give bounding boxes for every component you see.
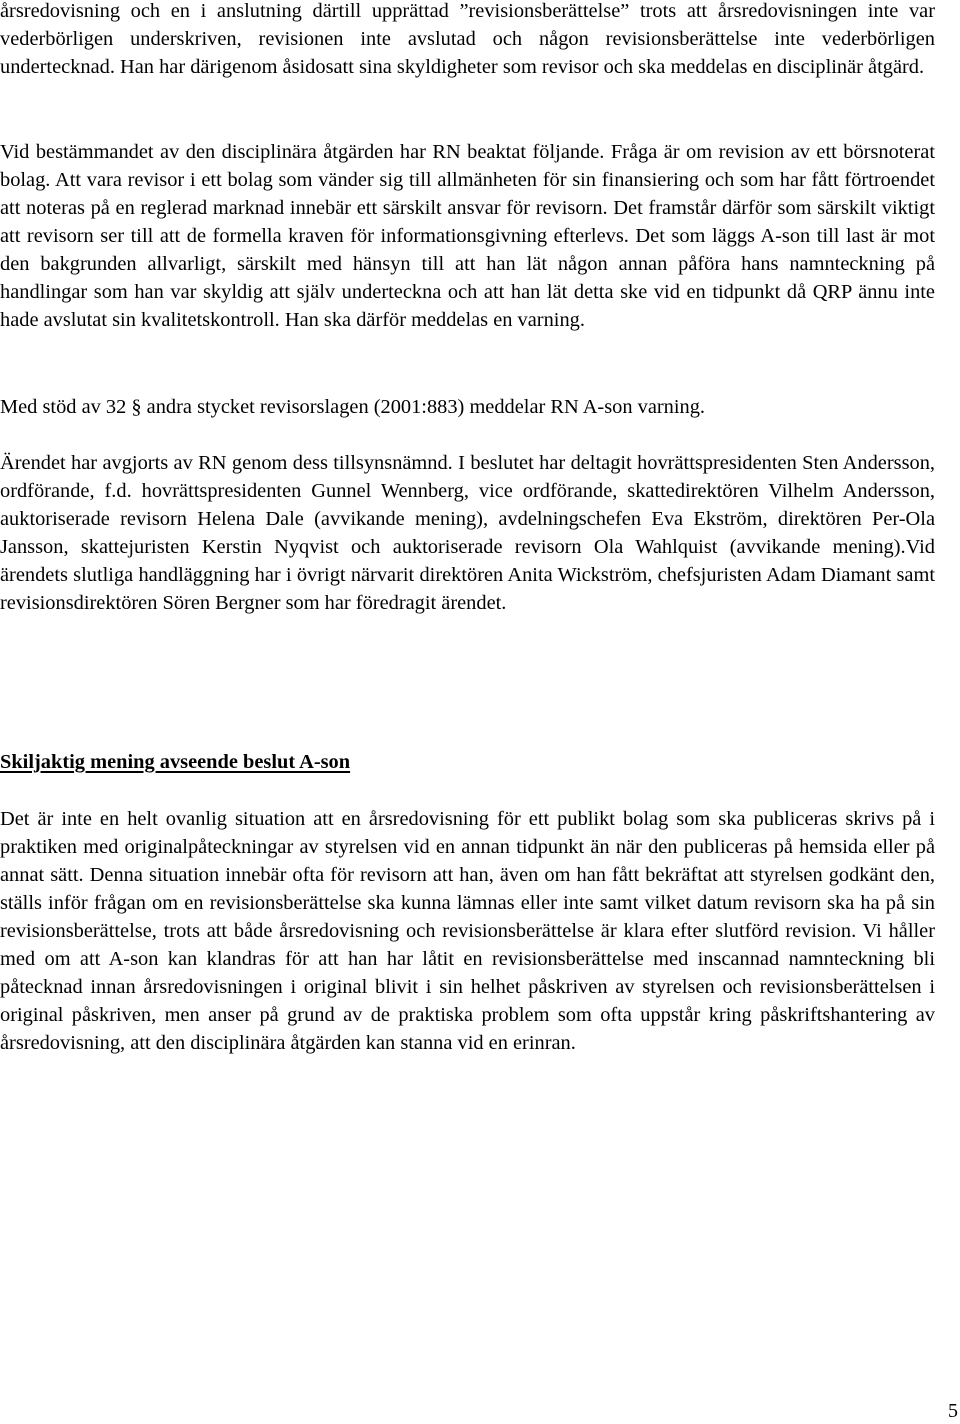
paragraph-panel-composition: Ärendet har avgjorts av RN genom dess tillsynsnämnd. I beslutet har deltagit hovrättspresidenten Sten Andersson, ordförande, f.d. hovrättspresidenten Gunnel Wennberg, vice ordförande, skattedirektören Vilhelm Andersson, auktoriserade revisorn Helena Dale (avvikande mening), avdelningschefen Eva Ekström, direktören Per-Ola Jansson, skattejuristen Kerstin Nyqvist och auktoriserade revisorn Ola Wahlquist (avvikande mening).Vid ärendets slutliga handläggning har i övrigt närvarit direktören Anita Wickström, chefsjuristen Adam Diamant samt revisionsdirektören Sören Bergner som har föredragit ärendet. bbox=[0, 452, 935, 614]
paragraph-sanction-considerations: Vid bestämmandet av den disciplinära åtgärden har RN beaktat följande. Fråga är om revision av ett börsnoterat bolag. Att vara revisor i ett bolag som vänder sig till allmänheten för sin finansiering och som har fått förtroendet att noteras på en reglerad marknad innebär ett särskilt ansvar för revisorn. Det framstår därför som särskilt viktigt att revisorn ser till att de formella kraven för informationsgivning efterlevs. Det som läggs A-son till last är mot den bakgrunden allvarligt, särskilt med hänsyn till att han lät någon annan påföra hans namnteckning på handlingar som han var skyldig att själv underteckna och att han lät detta ske vid en tidpunkt då QRP ännu inte hade avslutat sin kvalitetskontroll. Han ska därför meddelas en varning. bbox=[0, 141, 935, 331]
dissent-heading: Skiljaktig mening avseende beslut A-son bbox=[0, 751, 351, 773]
paragraph-legal-basis: Med stöd av 32 § andra stycket revisorslagen (2001:883) meddelar RN A-son varning. bbox=[0, 396, 706, 418]
paragraph-dissent: Det är inte en helt ovanlig situation att en årsredovisning för ett publikt bolag som ska publiceras skrivs på i praktiken med originalpåteckningar av styrelsen vid en annan tidpunkt än när den publiceras på hemsida eller på annat sätt. Denna situation innebär ofta för revisorn att han, även om han fått bekräftat att styrelsen godkänt den, ställs inför frågan om en revisionsberättelse ska kunna lämnas eller inte samt vilket datum revisorn ska ha på sin revisionsberättelse, trots att både årsredovisning och revisionsberättelse är klara efter slutförd revision. Vi håller med om att A-son kan klandras för att han har låtit en revisionsberättelse med inscannad namnteckning bli påtecknad innan årsredovisningen i original blivit i sin helhet påskriven av styrelsen och revisionsberättelsen i original påskriven, men anser på grund av de praktiska problem som ofta uppstår kring påskriftshantering av årsredovisning, att den disciplinära åtgärden kan stanna vid en erinran. bbox=[0, 808, 935, 1054]
page-number: 5 bbox=[948, 1400, 958, 1422]
paragraph-disciplinary-conclusion: årsredovisning och en i anslutning därtill upprättad ”revisionsberättelse” trots att årsredovisningen inte var vederbörligen underskriven, revisionen inte avslutad och någon revisionsberättelse inte vederbörligen undertecknad. Han har därigenom åsidosatt sina skyldigheter som revisor och ska meddelas en disciplinär åtgärd. bbox=[0, 0, 935, 78]
